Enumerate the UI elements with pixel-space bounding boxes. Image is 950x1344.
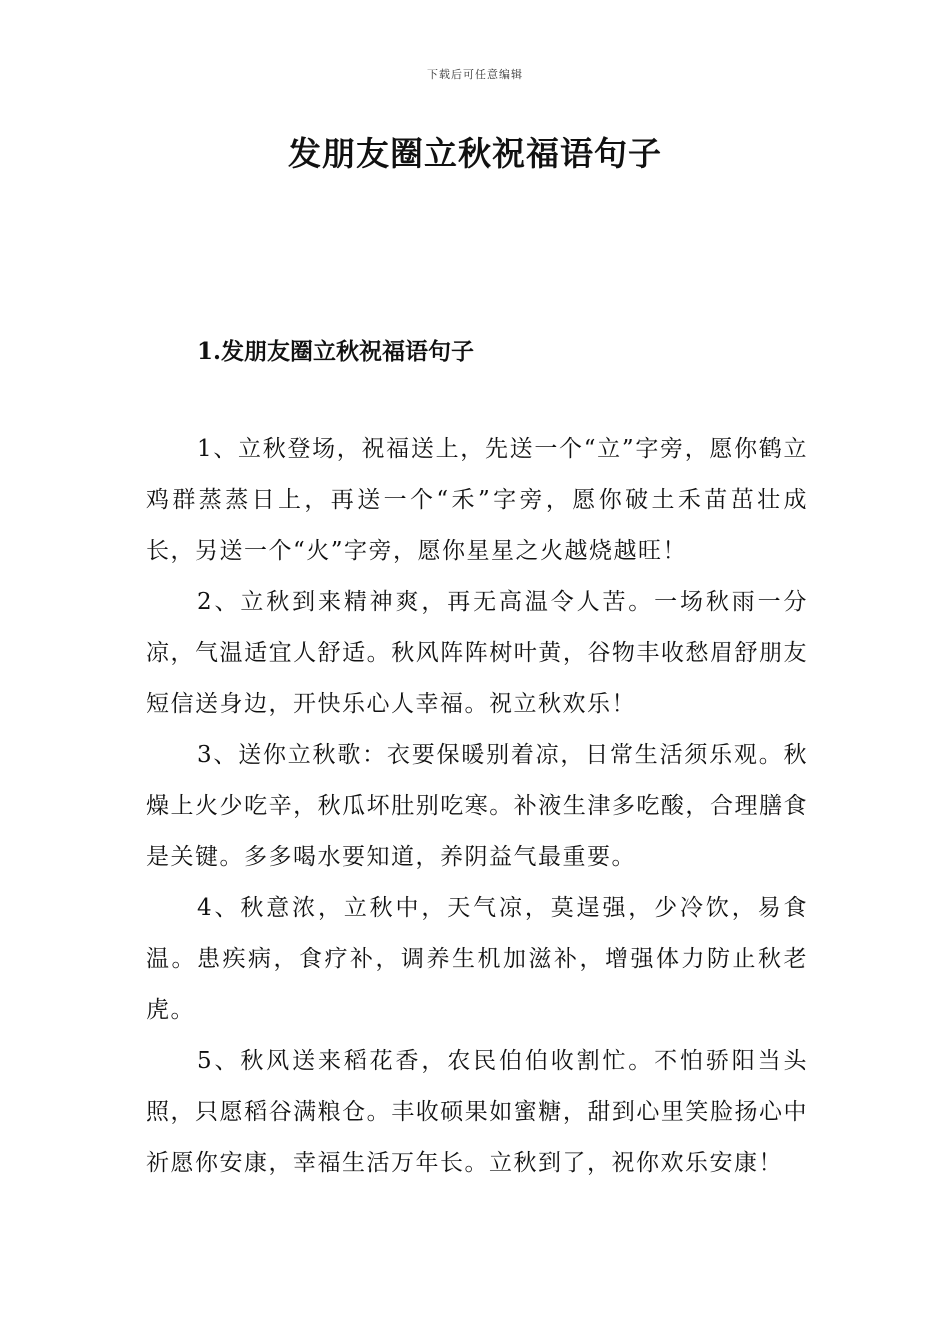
paragraph-1: 1、立秋登场，祝福送上，先送一个“立”字旁，愿你鹤立鸡群蒸蒸日上，再送一个“禾”字旁，愿你破土禾苗茁壮成长，另送一个“火”字旁，愿你星星之火越烧越旺！ [146, 436, 808, 564]
header-note: 下载后可任意编辑 [427, 68, 523, 81]
paragraph-4: 4、秋意浓，立秋中，天气凉，莫逞强，少冷饮，易食温。患疾病，食疗补，调养生机加滋补，增强体力防止秋老虎。 [146, 895, 808, 1023]
paragraph-3: 3、送你立秋歌：衣要保暖别着凉，日常生活须乐观。秋燥上火少吃辛，秋瓜坏肚别吃寒。补液生津多吃酸，合理膳食是关键。多多喝水要知道，养阴益气最重要。 [146, 742, 808, 870]
document-body [146, 424, 808, 1189]
paragraph-5: 5、秋风送来稻花香，农民伯伯收割忙。不怕骄阳当头照，只愿稻谷满粮仓。丰收硕果如蜜糖，甜到心里笑脸扬心中祈愿你安康，幸福生活万年长。立秋到了，祝你欢乐安康！ [146, 1048, 808, 1176]
paragraph-2: 2、立秋到来精神爽，再无高温令人苦。一场秋雨一分凉，气温适宜人舒适。秋风阵阵树叶黄，谷物丰收愁眉舒朋友短信送身边，开快乐心人幸福。祝立秋欢乐！ [146, 589, 808, 717]
document-title: 发朋友圈立秋祝福语句子 [288, 134, 662, 173]
section-heading: 1.发朋友圈立秋祝福语句子 [197, 338, 475, 365]
